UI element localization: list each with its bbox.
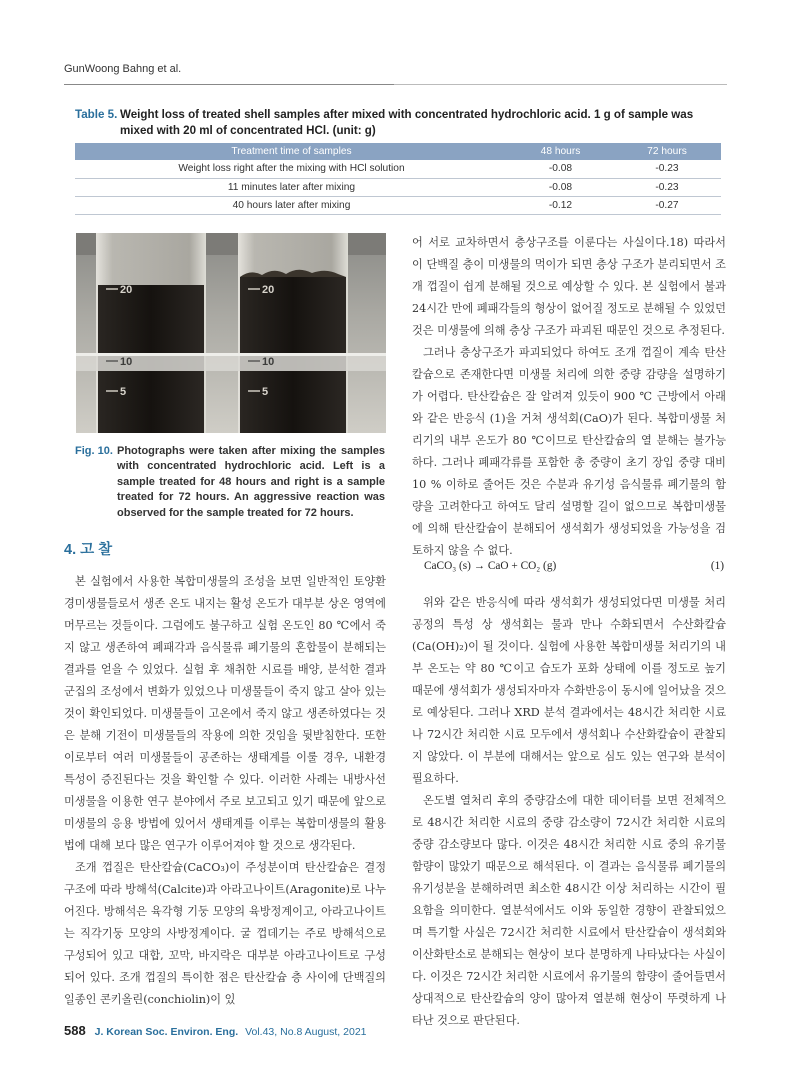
paragraph: 조개 껍질은 탄산칼슘(CaCO₃)이 주성분이며 탄산칼슘은 결정구조에 따라 방해석(Calcite)과 아라고나이트(Aragonite)로 나누어진다. 방해석은 육각형 기둥 모양의 육방정계이고, 아라고나이트는 직각기둥 모양의 사방정계이다. 굴 껍데기는 주로 방해석으로 구성되어 있고 대합, 꼬막, 바지락은 대부분 아라고나이트로 구성되어 있다. 조개 껍질의 특이한 점은 탄산칼슘 층 사이에 단백질의 일종인 콘키올린(conchiolin)이 있 [64,861,386,1006]
right-column-bottom [412,592,726,1032]
tube-mark-label: 20 [262,284,275,296]
tube-mark-label: 10 [262,356,275,368]
table-cell: Weight loss right after the mixing with HCl solution [75,160,508,178]
table-cell: -0.12 [508,196,613,214]
page-footer [64,1023,367,1038]
running-head: GunWoong Bahng et al. [64,63,182,75]
figure-label: Fig. 10. [75,445,113,457]
table-header-cell: Treatment time of samples [75,143,508,160]
left-column [64,571,386,1011]
weight-loss-table [75,143,721,215]
table-cell: -0.08 [508,178,613,196]
table-header-cell: 48 hours [508,143,613,160]
paragraph: 그러나 층상구조가 파괴되었다 하여도 조개 껍질이 계속 탄산칼슘으로 존재한다면 미생물 처리에 의한 중량 감량을 설명하기가 어렵다. 탄산칼슘은 잘 알려져 있듯이 900 ℃ 근방에서 아래와 같은 반응식 (1)을 거쳐 생석회(CaO)가 된다. 복합미생물 처리기의 내부 온도가 80 ℃이므로 탄산칼슘의 열 분해는 불가능하다. 그러나 폐패각류를 포함한 총 중량이 초기 장입 중량 대비 10 % 이하로 줄어든 것은 수분과 유기성 음식물류 폐기물의 함량을 고려한다고 하여도 달리 설명할 길이 없으므로 복합미생물에 의해 탄산칼슘이 분해되어 생석회가 생성되었을 가능성을 검토하지 않을 수 없다. [412,346,726,557]
equation-text: CaCO₃ (s) → CaO + CO₂ (g) [424,560,557,572]
tube-mark-label: 10 [120,356,133,368]
table-cell: -0.27 [613,196,721,214]
journal-name: J. Korean Soc. Environ. Eng. [94,1026,239,1038]
table-header-row [75,143,721,160]
table-label: Table 5. [75,108,118,121]
section-title: 4. 고 찰 [64,542,113,558]
page-number: 588 [64,1023,86,1038]
paragraph: 위와 같은 반응식에 따라 생석회가 생성되었다면 미생물 처리 공정의 특성 상 생석회는 물과 만나 수화되면서 수산화칼슘(Ca(OH)₂)이 될 것이다. 실험에 사용한 복합미생물 처리기의 내부 온도는 약 80 ℃이고 습도가 포화 상태에 이를 정도로 높기 때문에 생석회가 생성되자마자 수화반응이 동시에 일어났을 것으로 예상된다. 그러나 XRD 분석 결과에서는 48시간 처리한 시료나 72시간 처리한 시료 모두에서 생석회나 수산화칼슘이 관찰되지 않았다. 이 부분에 대해서는 앞으로 심도 있는 연구와 분석이 필요하다. [412,596,726,785]
table-row [75,196,721,214]
table-cell: -0.23 [613,160,721,178]
table-caption [75,107,725,139]
figure-10-photograph [76,233,386,433]
tube-mark-label: 20 [120,284,133,296]
table-row [75,178,721,196]
paragraph: 온도별 열처리 후의 중량감소에 대한 데이터를 보면 전체적으로 48시간 처리한 시료의 중량 감소량이 72시간 처리한 시료의 중량 감소량보다 많다. 이것은 48시간 처리한 시료 중의 유기물 함량이 많았기 때문으로 해석된다. 이 결과는 음식물류 폐기물의 유기성분을 분해하려면 최소한 48시간 이상 처리하는 시간이 필요함을 의미한다. 열분석에서도 이와 동일한 경향이 관찰되었으며 특기할 사실은 72시간 처리한 시료에서 탄산칼슘이 생석회와 이산화탄소로 분해되는 현상이 보다 분명하게 나타났다는 사실이다. 이것은 72시간 처리한 시료에서 유기물의 함량이 줄어들면서 상대적으로 탄산칼슘의 양이 많아져 열분해 현상이 뚜렷하게 나타난 것으로 판단된다. [412,794,726,1027]
table-cell: 11 minutes later after mixing [75,178,508,196]
table-cell: 40 hours later after mixing [75,196,508,214]
journal-volume: Vol.43, No.8 August, 2021 [245,1026,367,1038]
paragraph: 본 실험에서 사용한 복합미생물의 조성을 보면 일반적인 토양환경미생물들로서 생존 온도 내지는 활성 온도가 대부분 상온 영역에 머무르는 것들이다. 그럼에도 불구하고 실험 온도인 80 ℃에서 죽지 않고 생존하여 폐패각과 음식물류 폐기물의 혼합물이 분해되는 결과를 얻을 수 있었다. 실험 후 채취한 시료를 배양, 분석한 결과 군집의 조성에서 변화가 있었으나 미생물들이 죽지 않고 살아 있는 것이 확인되었다. 미생물들이 고온에서 죽지 않고 생존하였다는 것은 분해 기전이 미생물들의 작용에 의한 것임을 뒷받침한다. 또한 이로부터 여러 미생물들이 공존하는 생태계를 이룰 경우, 내환경 특성이 증진된다는 것을 확인할 수 있다. 이러한 사례는 내방사선 미생물을 이용한 연구 분야에서 주로 보고되고 있기 때문에 앞으로 미생물의 응용 방법에 있어서 생태계를 이루는 복합미생물의 활용법에 대해 보다 많은 연구가 이루어져야 할 것으로 생각된다. [64,575,386,852]
figure-caption [75,444,385,521]
table-caption-text: Weight loss of treated shell samples after mixed with concentrated hydrochloric acid. 1 g of sample was mixed with 20 ml of concentrated HCl. (unit: g) [120,108,694,137]
table-cell: -0.23 [613,178,721,196]
table-row [75,160,721,178]
equation-number: (1) [710,560,724,572]
tube-mark-label: 5 [120,386,127,398]
equation [424,560,724,572]
tube-mark-label: 5 [262,386,269,398]
header-rule-accent [64,84,394,85]
right-column-top [412,232,726,562]
paragraph: 어 서로 교차하면서 층상구조를 이룬다는 사실이다.18) 따라서 이 단백질 층이 미생물의 먹이가 되면 층상 구조가 분리되면서 조개 껍질이 쉽게 분해될 것으로 예상할 수 있다. 본 실험에서 불과 24시간 만에 폐패각들의 형상이 없어질 정도로 분해될 수 있었던 것은 미생물에 의해 층상 구조가 파괴된 때문인 것으로 추정된다. [412,236,726,337]
table-cell: -0.08 [508,160,613,178]
table-header-cell: 72 hours [613,143,721,160]
figure-caption-text: Photographs were taken after mixing the samples with concentrated hydrochloric acid. Left is a sample treated for 48 hours and right is a sample treated for 72 hours. An aggressive reaction was observed for the sample treated for 72 hours. [117,445,385,519]
